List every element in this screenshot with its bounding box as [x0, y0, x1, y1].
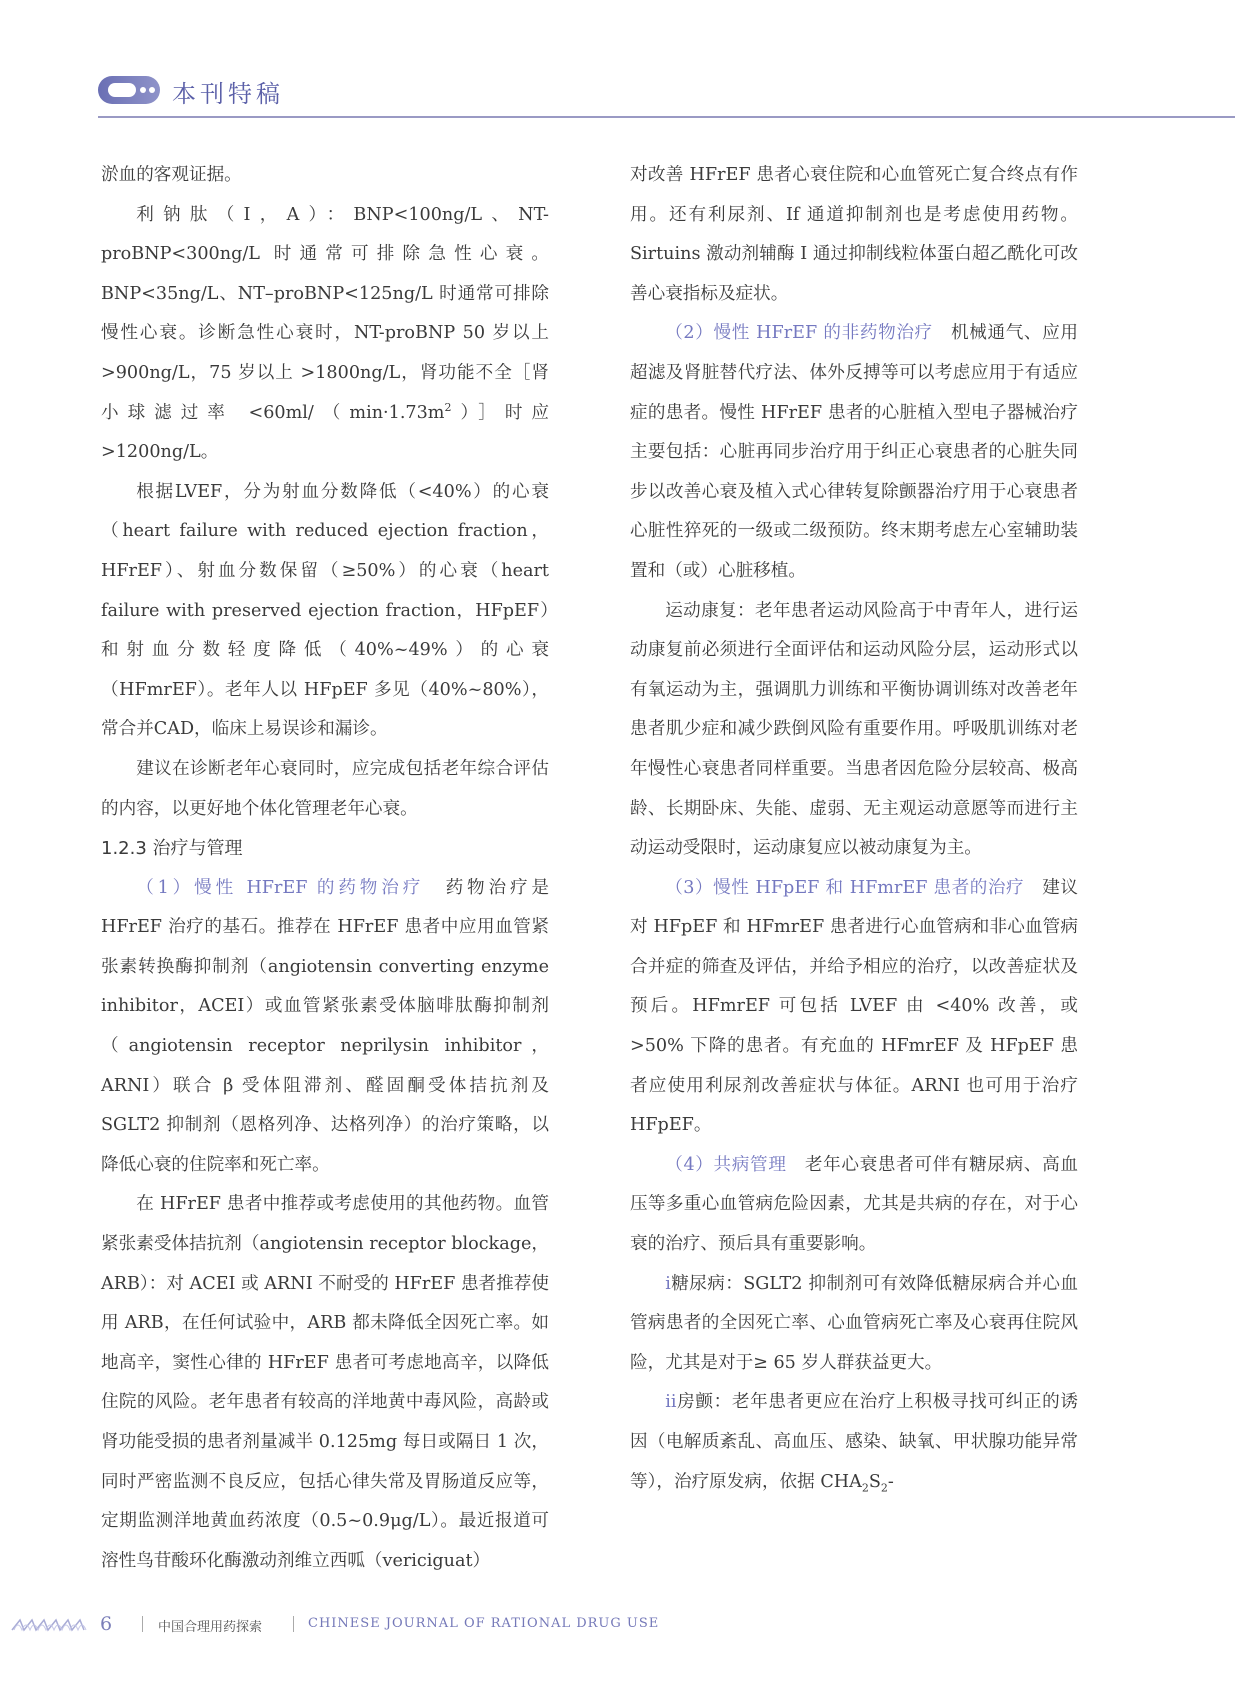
paragraph-diabetes: ⅰ糖尿病：SGLT2 抑制剂可有效降低糖尿病合并心血管病患者的全因死亡率、心血管病死亡率及心衰再住院风险，尤其是对于≥ 65 岁人群获益更大。 — [630, 1273, 1078, 1373]
journal-logo — [98, 76, 160, 104]
right-column — [630, 156, 1078, 1502]
footer-divider — [293, 1616, 294, 1632]
section-title: 本刊特稿 — [172, 80, 284, 108]
paragraph-hfpef-treatment: （3）慢性 HFpEF 和 HFmrEF 患者的治疗 建议对 HFpEF 和 HFmrEF 患者进行心血管病和非心血管病合并症的筛查及评估，并给予相应的治疗，以改善症状及预后。HFmrEF 可包括 LVEF 由 <40% 改善，或 >50% 下降的患者。有充血的 HFmrEF 及 HFpEF 患者应使用利尿剂改善症状与体征。ARNI 也可用于治疗 HFpEF。 — [630, 877, 1078, 1136]
journal-name-en: CHINESE JOURNAL OF RATIONAL DRUG USE — [308, 1616, 660, 1631]
paragraph-assessment: 建议在诊断老年心衰同时，应完成包括老年综合评估的内容，以更好地个体化管理老年心衰。 — [101, 758, 549, 819]
header-divider — [98, 116, 1235, 118]
subsection-label: （4）共病管理 — [665, 1154, 787, 1175]
paragraph: 淤血的客观证据。 — [101, 165, 242, 185]
paragraph-comorbidity: （4）共病管理 老年心衰患者可伴有糖尿病、高血压等多重心血管病危险因素，尤其是共病的存在，对于心衰的治疗、预后具有重要影响。 — [630, 1154, 1078, 1255]
paragraph-non-drug-therapy: （2）慢性 HFrEF 的非药物治疗 机械通气、应用超滤及肾脏替代疗法、体外反搏等可以考虑应用于有适应症的患者。慢性 HFrEF 患者的心脏植入型电子器械治疗主要包括：心脏再同步治疗用于纠正心衰患者的心脏失同步以改善心衰及植入式心律转复除颤器治疗用于心衰患者心脏性猝死的一级或二级预防。终末期考虑左心室辅助装置和（或）心脏移植。 — [630, 323, 1078, 581]
subsection-label: （3）慢性 HFpEF 和 HFmrEF 患者的治疗 — [665, 877, 1025, 898]
paragraph-drug-therapy: （1）慢性 HFrEF 的药物治疗 药物治疗是 HFrEF 治疗的基石。推荐在 HFrEF 患者中应用血管紧张素转换酶抑制剂（angiotensin converting enzyme inhibitor，ACEI）或血管紧张素受体脑啡肽酶抑制剂（angiotensin receptor neprilysin inhibitor，ARNI）联合 β 受体阻滞剂、醛固酮受体拮抗剂及 SGLT2 抑制剂（恩格列净、达格列净）的治疗策略，以降低心衰的住院率和死亡率。 — [101, 877, 549, 1175]
paragraph-natriuretic-peptide: 利钠肽（I，A）：BNP<100ng/L、NT-proBNP<300ng/L 时通常可排除急性心衰。BNP<35ng/L、NT–proBNP<125ng/L 时通常可排除慢性心衰。诊断急性心衰时，NT-proBNP 50 岁以上 >900ng/L，75 岁以上 >1800ng/L，肾功能不全［肾小球滤过率 $<60ml/(\min\cdot 1.73m^2)]$时应 >1200ng/L。 — [101, 204, 549, 463]
page-footer — [10, 1613, 710, 1637]
subsection-label: （2）慢性 HFrEF 的非药物治疗 — [665, 323, 933, 344]
page-header — [98, 68, 1235, 120]
paragraph-atrial-fibrillation: ⅱ房颤：老年患者更应在治疗上积极寻找可纠正的诱因（电解质紊乱、高血压、感染、缺氧、甲状腺功能异常等），治疗原发病，依据 $CHA_2S_2-$ — [630, 1392, 1078, 1495]
footer-divider — [142, 1616, 143, 1632]
paragraph: 对改善 HFrEF 患者心衰住院和心血管死亡复合终点有作用。还有利尿剂、If 通道抑制剂也是考虑使用药物。Sirtuins 激动剂辅酶 I 通过抑制线粒体蛋白超乙酰化可改善心衰指标及症状。 — [630, 165, 1078, 304]
subsection-label: （1）慢性 HFrEF 的药物治疗 — [136, 877, 425, 898]
left-column — [101, 156, 549, 1581]
wave-ornament-icon — [10, 1616, 90, 1634]
page-number: 6 — [100, 1613, 113, 1635]
journal-name-cn: 中国合理用药探索 — [158, 1620, 263, 1635]
paragraph-rehabilitation: 运动康复：老年患者运动风险高于中青年人，进行运动康复前必须进行全面评估和运动风险分层，运动形式以有氧运动为主，强调肌力训练和平衡协调训练对改善老年患者肌少症和减少跌倒风险有重要作用。呼吸肌训练对老年慢性心衰患者同样重要。当患者因危险分层较高、极高龄、长期卧床、失能、虚弱、无主观运动意愿等而进行主动运动受限时，运动康复应以被动康复为主。 — [630, 600, 1078, 859]
item-marker: ⅱ — [665, 1392, 678, 1413]
paragraph-lvef: 根据LVEF，分为射血分数降低（<40%）的心衰（heart failure with reduced ejection fraction，HFrEF）、射血分数保留（≥50%）的心衰（heart failure with preserved ejection fraction，HFpEF）和射血分数轻度降低（40%~49%）的心衰（HFmrEF）。老年人以 HFpEF 多见（40%~80%），常合并CAD，临床上易误诊和漏诊。 — [101, 481, 549, 740]
item-marker: ⅰ — [665, 1273, 672, 1294]
paragraph-other-drugs: 在 HFrEF 患者中推荐或考虑使用的其他药物。血管紧张素受体拮抗剂（angiotensin receptor blockage，ARB）：对 ACEI 或 ARNI 不耐受的 HFrEF 患者推荐使用 ARB，在任何试验中，ARB 都未降低全因死亡率。如地高辛，窦性心律的 HFrEF 患者可考虑地高辛，以降低住院的风险。老年患者有较高的洋地黄中毒风险，高龄或肾功能受损的患者剂量减半 0.125mg 每日或隔日 1 次，同时严密监测不良反应，包括心律失常及胃肠道反应等，定期监测洋地黄血药浓度（0.5~0.9μg/L）。最近报道可溶性鸟苷酸环化酶激动剂维立西呱（vericiguat） — [101, 1194, 549, 1571]
section-heading: 1.2.3 治疗与管理 — [101, 838, 243, 860]
